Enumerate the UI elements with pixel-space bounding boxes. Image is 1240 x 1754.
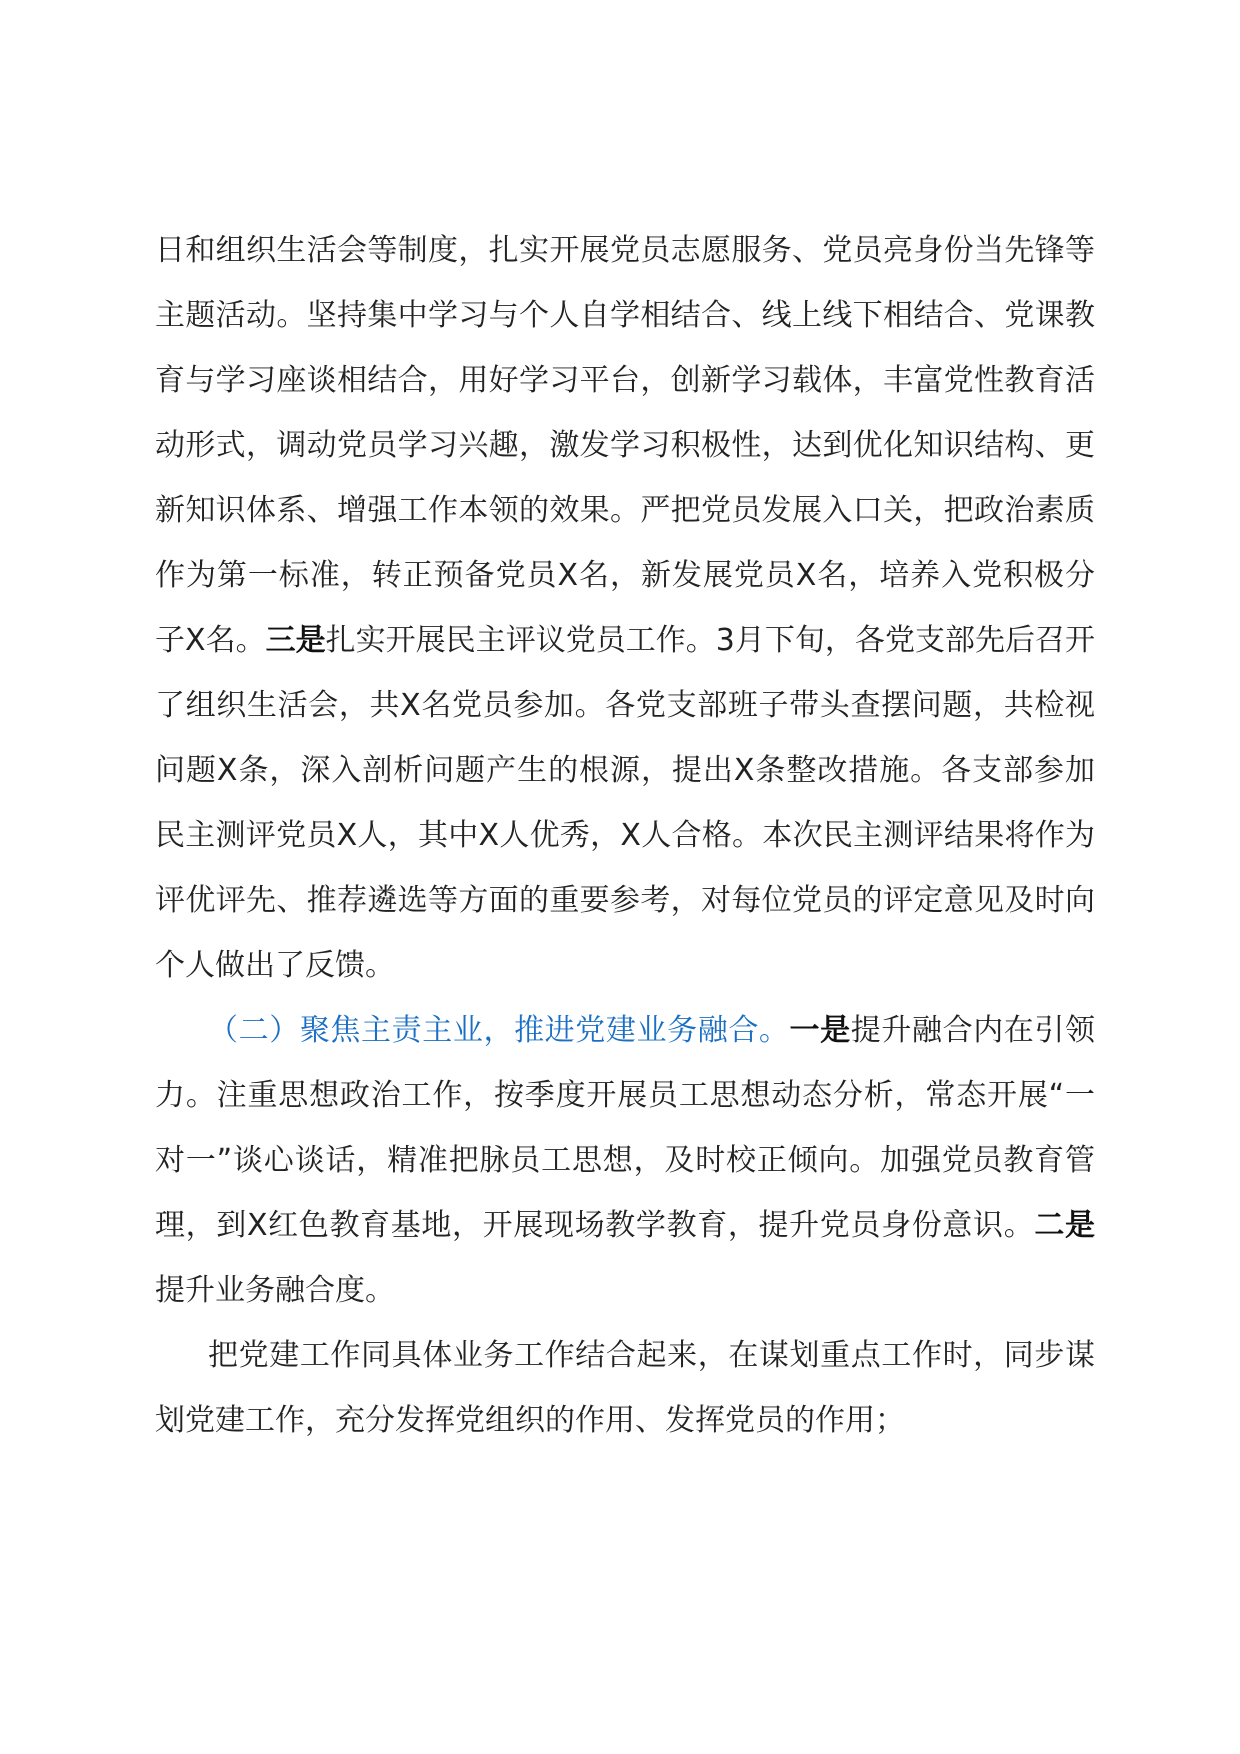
paragraph-continuation [155, 218, 1095, 998]
point-label-one: 一是 [789, 1013, 851, 1048]
document-body [155, 218, 1095, 1453]
point-label-two: 二是 [1034, 1208, 1095, 1243]
paragraph-integration [155, 1323, 1095, 1453]
paragraph-text: 日和组织生活会等制度，扎实开展党员志愿服务、党员亮身份当先锋等主题活动。坚持集中学习与个人自学相结合、线上线下相结合、党课教育与学习座谈相结合，用好学习平台，创新学习载体，丰富党性教育活动形式，调动党员学习兴趣，激发学习积极性，达到优化知识结构、更新知识体系、增强工作本领的效果。严把党员发展入口关，把政治素质作为第一标准，转正预备党员X名，新发展党员X名，培养入党积极分子X名。 [155, 233, 1095, 658]
section-heading: （二）聚焦主责主业，推进党建业务融合。 [208, 1013, 790, 1048]
paragraph-text: 扎实开展民主评议党员工作。3月下旬，各党支部先后召开了组织生活会，共X名党员参加。各党支部班子带头查摆问题，共检视问题X条，深入剖析问题产生的根源，提出X条整改措施。各支部参加民主测评党员X人，其中X人优秀，X人合格。本次民主测评结果将作为评优评先、推荐遴选等方面的重要参考，对每位党员的评定意见及时向个人做出了反馈。 [155, 623, 1096, 983]
point-label-three: 三是 [265, 623, 326, 658]
paragraph-text: 把党建工作同具体业务工作结合起来，在谋划重点工作时，同步谋划党建工作，充分发挥党组织的作用、发挥党员的作用； [155, 1338, 1095, 1438]
paragraph-section-two [155, 998, 1095, 1323]
paragraph-text: 提升业务融合度。 [155, 1273, 395, 1308]
paragraph-text: 提升融合内在引领力。注重思想政治工作，按季度开展员工思想动态分析，常态开展“一对一”谈心谈话，精准把脉员工思想，及时校正倾向。加强党员教育管理，到X红色教育基地，开展现场教学教育，提升党员身份意识。 [155, 1013, 1096, 1243]
